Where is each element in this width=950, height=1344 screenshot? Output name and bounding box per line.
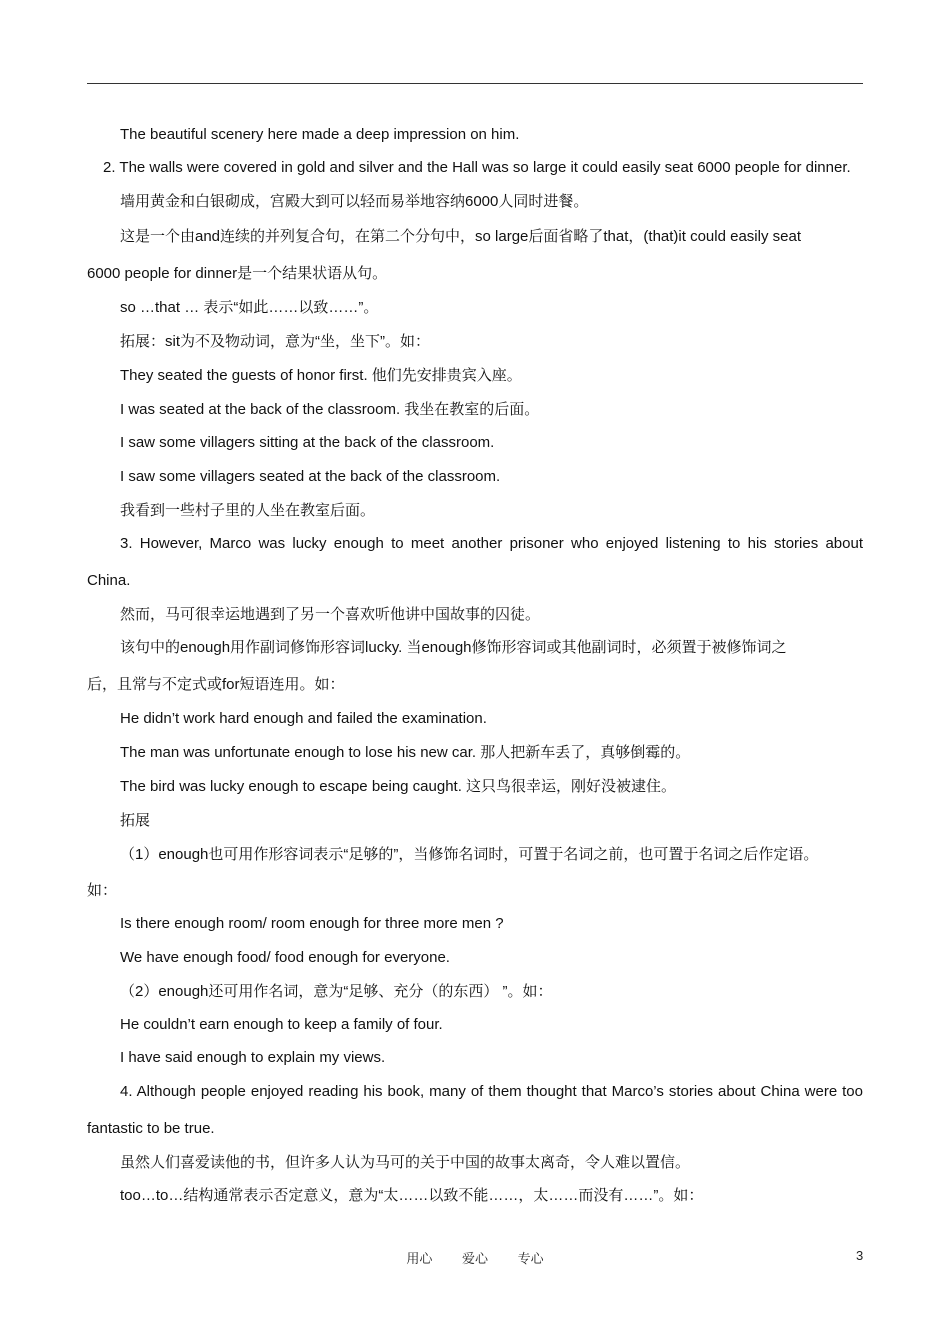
numbered-sentence-3-cont: China. — [87, 572, 131, 589]
numbered-sentence-4: 4. Although people enjoyed reading his book, many of them thought that Marco’s stories about China were too — [120, 1083, 863, 1100]
translation: 墙用黄金和白银砌成，宫殿大到可以轻而易举地容纳6000人同时进餐。 — [120, 193, 589, 210]
extension-note: 拓展：sit为不及物动词，意为“坐，坐下”。如： — [120, 333, 430, 350]
explanation: 这是一个由and连续的并列复合句，在第二个分句中，so large后面省略了that，(that)it could easily seat — [120, 228, 801, 245]
explanation: 该句中的enough用作副词修饰形容词lucky. 当enough修饰形容词或其他副词时，必须置于被修饰词之 — [120, 639, 787, 656]
numbered-sentence-3: 3. However, Marco was lucky enough to meet another prisoner who enjoyed listening to his stories about — [120, 535, 863, 552]
translation: 然而，马可很幸运地遇到了另一个喜欢听他讲中国故事的囚徒。 — [120, 606, 541, 623]
page-number: 3 — [856, 1248, 864, 1263]
extension-point-1: （1）enough也可用作形容词表示“足够的”，当修饰名词时，可置于名词之前，也可置于名词之后作定语。 — [120, 846, 819, 863]
footer-word: 专心 — [517, 1251, 544, 1266]
example-sentence: They seated the guests of honor first. 他们先安排贵宾入座。 — [120, 367, 522, 384]
example-sentence: He couldn’t earn enough to keep a family of four. — [120, 1016, 443, 1033]
explanation-cont: 6000 people for dinner是一个结果状语从句。 — [87, 265, 388, 282]
footer-word: 爱心 — [461, 1251, 488, 1266]
example-sentence: The beautiful scenery here made a deep impression on him. — [120, 126, 520, 143]
page-footer — [0, 1248, 950, 1267]
translation: 我看到一些村子里的人坐在教室后面。 — [120, 502, 376, 519]
header-rule — [87, 83, 863, 84]
extension-point-2: （2）enough还可用作名词，意为“足够、充分（的东西） ”。如： — [120, 983, 553, 1000]
example-sentence: I have said enough to explain my views. — [120, 1049, 386, 1066]
extension-point-1-cont: 如： — [87, 882, 118, 899]
example-sentence: I was seated at the back of the classroom. 我坐在教室的后面。 — [120, 401, 540, 418]
numbered-sentence-4-cont: fantastic to be true. — [87, 1120, 215, 1137]
explanation: too…to…结构通常表示否定意义，意为“太……以致不能……，太……而没有……”。如： — [120, 1187, 704, 1204]
example-sentence: I saw some villagers sitting at the back of the classroom. — [120, 434, 495, 451]
example-sentence: He didn’t work hard enough and failed the examination. — [120, 710, 487, 727]
footer-word: 用心 — [406, 1251, 433, 1266]
translation: 虽然人们喜爱读他的书，但许多人认为马可的关于中国的故事太离奇，令人难以置信。 — [120, 1154, 691, 1171]
example-sentence: The man was unfortunate enough to lose his new car. 那人把新车丢了，真够倒霉的。 — [120, 744, 691, 761]
explanation: so …that … 表示“如此……以致……”。 — [120, 299, 379, 316]
extension-heading: 拓展 — [120, 812, 151, 829]
example-sentence: Is there enough room/ room enough for three more men ? — [120, 915, 504, 932]
example-sentence: I saw some villagers seated at the back of the classroom. — [120, 468, 501, 485]
example-sentence: The bird was lucky enough to escape being caught. 这只鸟很幸运，刚好没被逮住。 — [120, 778, 677, 795]
numbered-sentence-2: 2. The walls were covered in gold and silver and the Hall was so large it could easily seat 6000 people for dinner. — [103, 159, 851, 176]
example-sentence: We have enough food/ food enough for everyone. — [120, 949, 450, 966]
explanation-cont: 后，且常与不定式或for短语连用。如： — [87, 676, 345, 693]
